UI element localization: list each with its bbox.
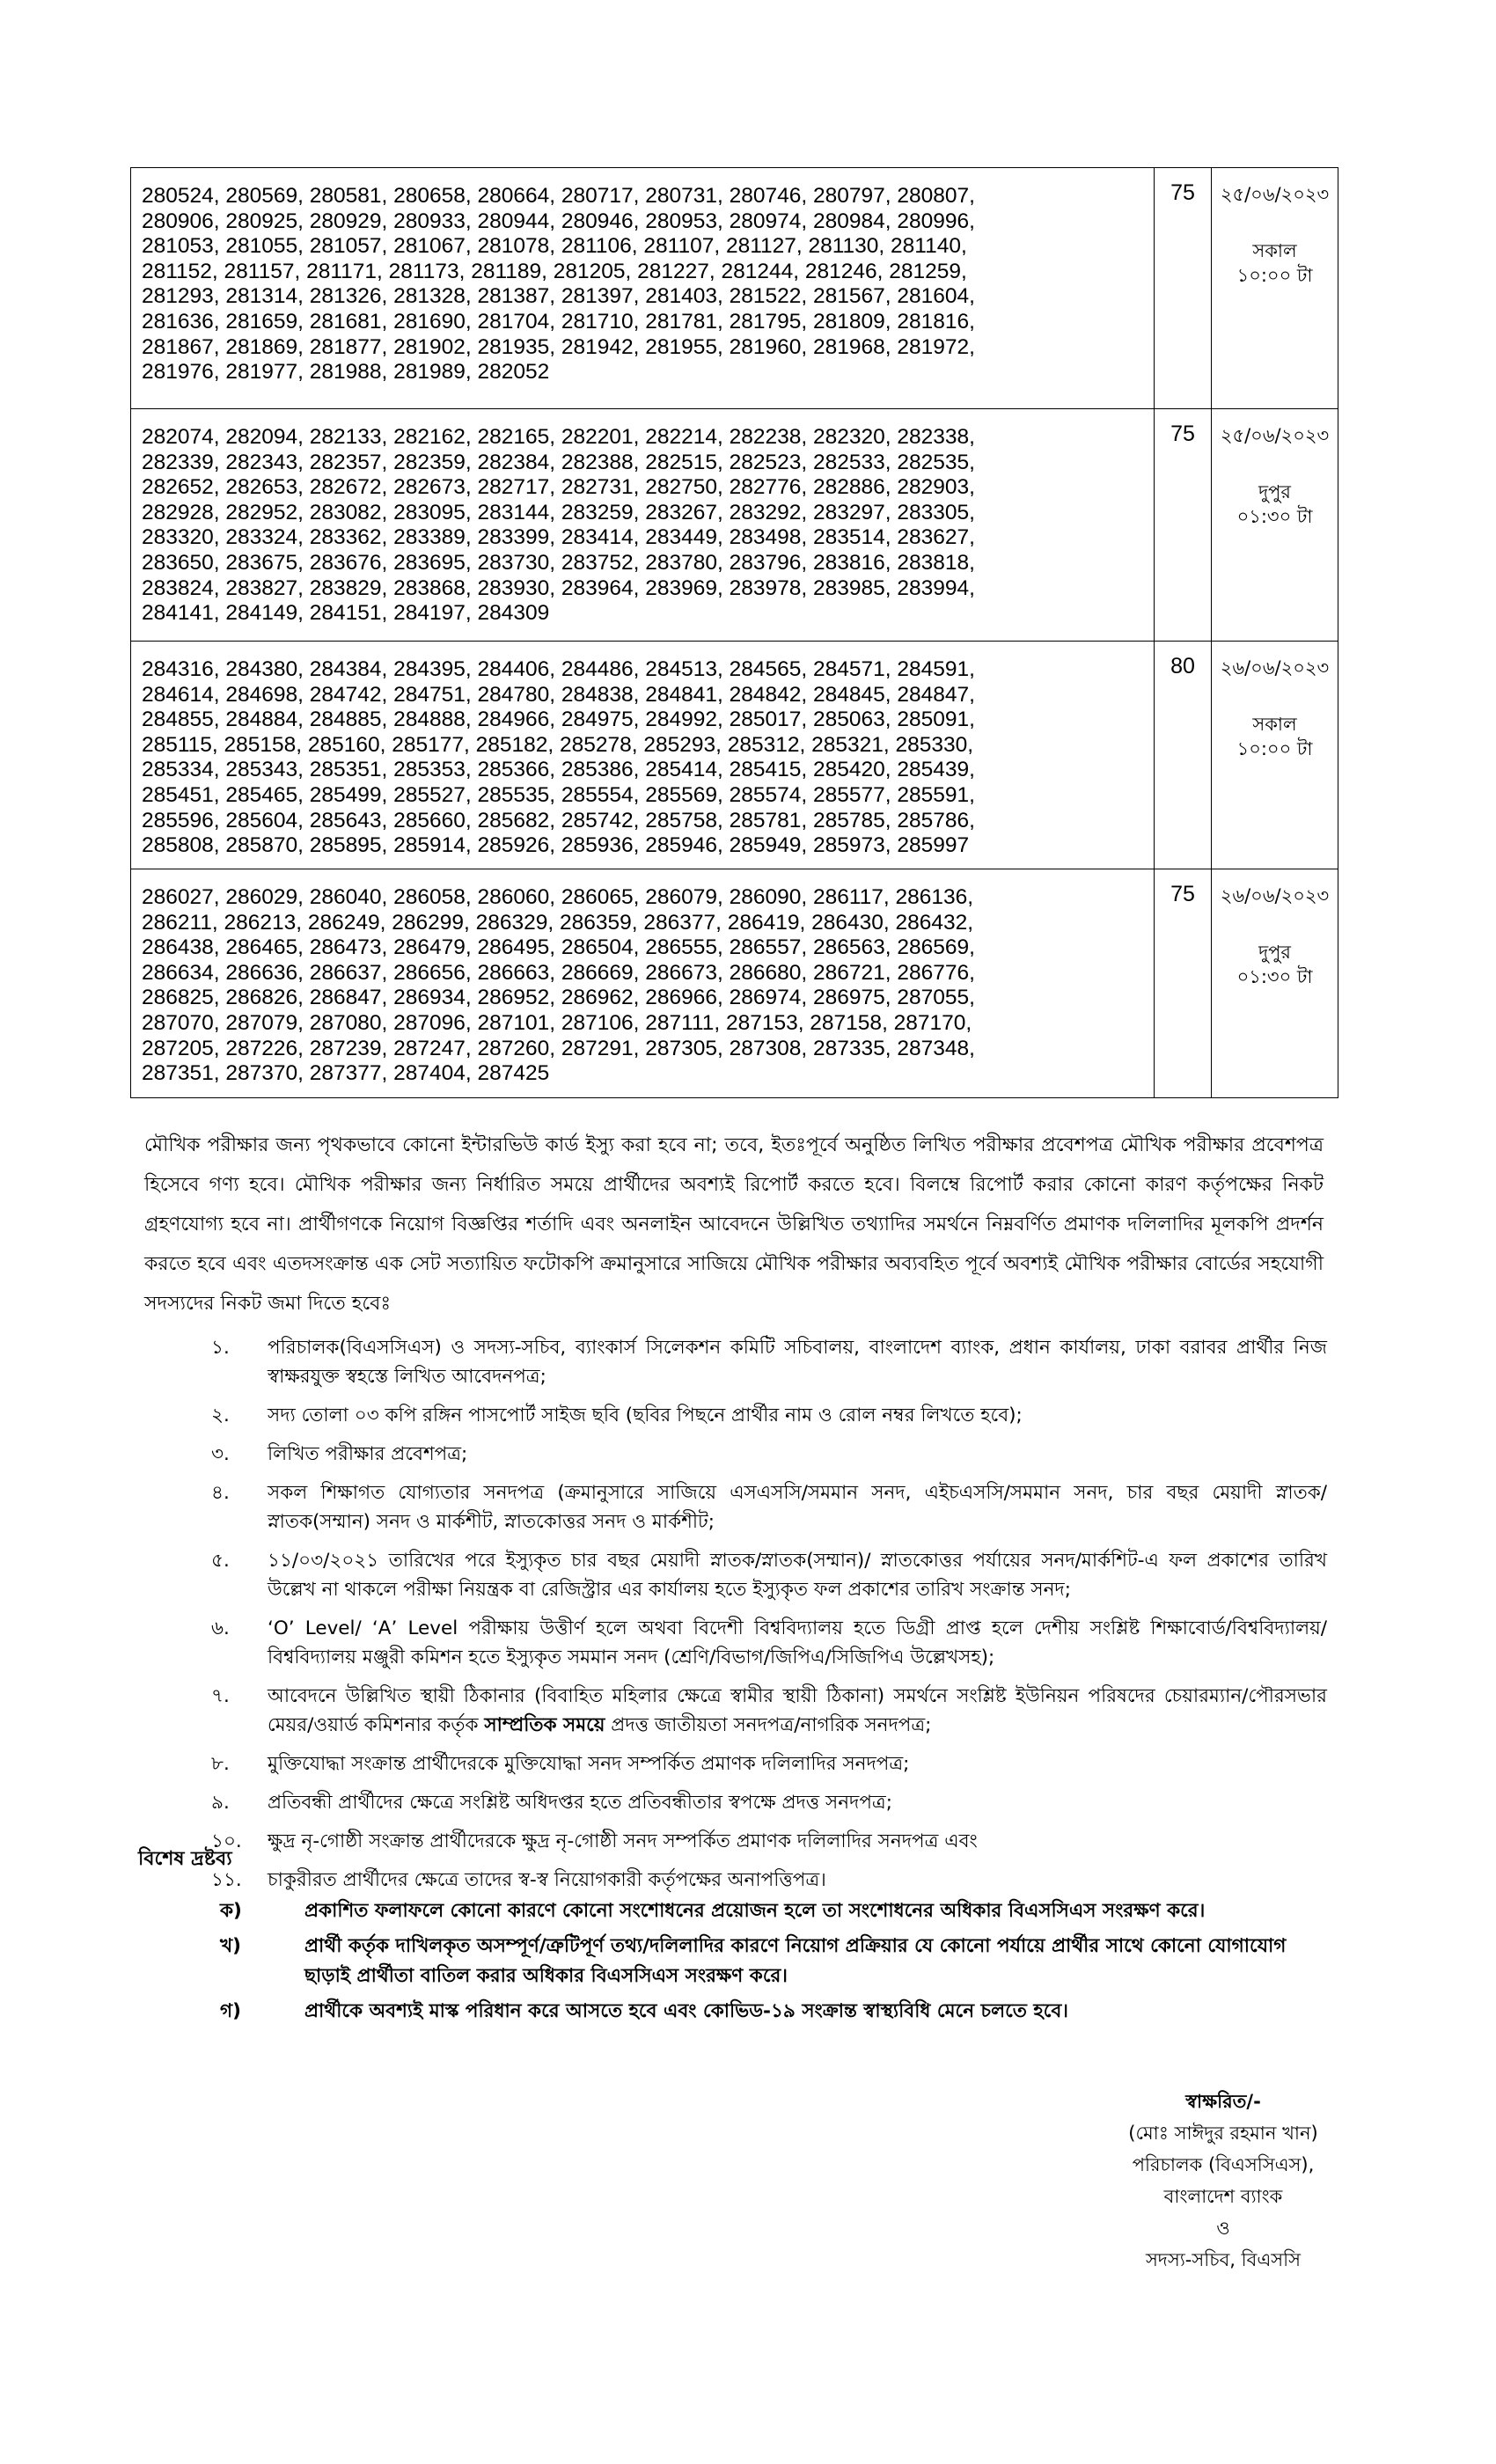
interview-date: ২৬/০৬/২০২৩ — [1220, 657, 1330, 678]
list-item — [211, 1827, 1327, 1856]
item-number: ৭. — [211, 1685, 230, 1707]
special-notes-heading: বিশেষ দ্রষ্টব্য — [138, 1848, 232, 1870]
interview-session: সকাল — [1252, 240, 1297, 261]
item-number: ১১. — [211, 1869, 242, 1891]
roll-line: 284614, 284698, 284742, 284751, 284780, 284838, 284841, 284842, 284845, 284847, — [142, 682, 975, 707]
list-item — [211, 1614, 1327, 1672]
date-time-cell — [1212, 168, 1338, 409]
list-item — [211, 1401, 1327, 1430]
list-item — [211, 1866, 1327, 1895]
roll-line: 286027, 286029, 286040, 286058, 286060, 286065, 286079, 286090, 286117, 286136, — [142, 885, 974, 909]
roll-line: 285115, 285158, 285160, 285177, 285182, 285278, 285293, 285312, 285321, 285330, — [142, 732, 974, 757]
interview-time: ১০:০০ টা — [1236, 265, 1313, 286]
roll-line: 284855, 284884, 284885, 284888, 284966, 284975, 284992, 285017, 285063, 285091, — [142, 708, 975, 732]
interview-time: ০১:৩০ টা — [1236, 506, 1313, 527]
schedule-row — [131, 168, 1338, 409]
roll-line: 287070, 287079, 287080, 287096, 287101, 287106, 287111, 287153, 287158, 287170, — [142, 1010, 972, 1035]
item-number: গ) — [220, 2000, 241, 2022]
roll-line: 286825, 286826, 286847, 286934, 286952, 286962, 286966, 286974, 286975, 287055, — [142, 986, 975, 1010]
interview-schedule-table — [130, 167, 1338, 1098]
item-number: ৬. — [211, 1617, 230, 1639]
item-text: চাকুরীরত প্রার্থীদের ক্ষেত্রে তাদের স্ব-স্ব নিয়োগকারী কর্তৃপক্ষের অনাপত্তিপত্র। — [268, 1869, 826, 1891]
item-text: পরিচালক(বিএসসিএস) ও সদস্য-সচিব, ব্যাংকার্স সিলেকশন কমিটি সচিবালয়, বাংলাদেশ ব্যাংক, প্রধান কার্যালয়, ঢাকা বরাবর প্রার্থীর নিজ স্বাক্ষরযুক্ত স্বহস্তে লিখিত আবেদনপত্র; — [268, 1337, 1327, 1388]
item-number: ১. — [211, 1337, 230, 1359]
interview-date: ২৬/০৬/২০২৩ — [1220, 885, 1330, 906]
roll-line: 284141, 284149, 284151, 284197, 284309 — [142, 601, 550, 626]
schedule-row — [131, 869, 1338, 1098]
item-number: ৩. — [211, 1443, 230, 1465]
item-text: লিখিত পরীক্ষার প্রবেশপত্র; — [268, 1443, 468, 1465]
roll-line: 286438, 286465, 286473, 286479, 286495, 286504, 286555, 286557, 286563, 286569, — [142, 935, 975, 960]
roll-line: 285596, 285604, 285643, 285660, 285682, 285742, 285758, 285781, 285785, 285786, — [142, 808, 975, 832]
date-time-cell — [1212, 642, 1338, 869]
interview-time: ০১:৩০ টা — [1236, 966, 1313, 987]
item-number: ক) — [220, 1900, 242, 1922]
roll-numbers-cell — [131, 168, 1155, 409]
interview-date: ২৫/০৬/২০২৩ — [1220, 425, 1330, 446]
list-item — [211, 1749, 1327, 1778]
roll-line: 286211, 286213, 286249, 286299, 286329, 286359, 286377, 286419, 286430, 286432, — [142, 910, 974, 935]
signatory-org: বাংলাদেশ ব্যাংক — [1163, 2186, 1283, 2207]
instructions-paragraph: মৌখিক পরীক্ষার জন্য পৃথকভাবে কোনো ইন্টারভিউ কার্ড ইস্যু করা হবে না; তবে, ইতঃপূর্বে অনুষ্ঠিত লিখিত পরীক্ষার প্রবেশপত্র মৌখিক পরীক্ষার প্রবেশপত্র হিসেবে গণ্য হবে। মৌখিক পরীক্ষার জন্য নির্ধারিত সময়ে প্রার্থীদের অবশ্যই রিপোর্ট করতে হবে। বিলম্বে রিপোর্ট করার কোনো কারণ কর্তৃপক্ষের নিকট গ্রহণযোগ্য হবে না। প্রার্থীগণকে নিয়োগ বিজ্ঞপ্তির শর্তাদি এবং অনলাইন আবেদনে উল্লিখিত তথ্যাদির সমর্থনে নিম্নবর্ণিত প্রমাণক দলিলাদির মূলকপি প্রদর্শন করতে হবে এবং এতদসংক্রান্ত এক সেট সত্যায়িত ফটোকপি ক্রমানুসারে সাজিয়ে মৌখিক পরীক্ষার অব্যবহিত পূর্বে অবশ্যই মৌখিক পরীক্ষার বোর্ডের সহযোগী সদস্যদের নিকট জমা দিতে হবেঃ — [144, 1134, 1324, 1315]
list-item — [211, 1546, 1327, 1604]
date-time-cell — [1212, 869, 1338, 1098]
item-number: ৮. — [211, 1753, 230, 1775]
roll-line: 282652, 282653, 282672, 282673, 282717, 282731, 282750, 282776, 282886, 282903, — [142, 475, 975, 500]
item-text: ক্ষুদ্র নৃ-গোষ্ঠী সংক্রান্ত প্রার্থীদেরকে ক্ষুদ্র নৃ-গোষ্ঠী সনদ সম্পর্কিত প্রমাণক দলিলাদির সনদপত্র এবং — [268, 1830, 978, 1852]
item-text: মুক্তিযোদ্ধা সংক্রান্ত প্রার্থীদেরকে মুক্তিযোদ্ধা সনদ সম্পর্কিত প্রমাণক দলিলাদির সনদপত্র; — [268, 1753, 910, 1775]
item-text-emphasis: সাম্প্রতিক সময়ে — [484, 1714, 605, 1736]
interview-session: দুপুর — [1258, 942, 1291, 963]
roll-line: 281293, 281314, 281326, 281328, 281387, 281397, 281403, 281522, 281567, 281604, — [142, 284, 975, 309]
list-item — [220, 1932, 1324, 1991]
candidate-count: 75 — [1155, 869, 1212, 1098]
roll-numbers-cell — [131, 642, 1155, 869]
item-text: সদ্য তোলা ০৩ কপি রঙ্গিন পাসপোর্ট সাইজ ছবি (ছবির পিছনে প্রার্থীর নাম ও রোল নম্বর লিখতে হবে); — [268, 1404, 1023, 1426]
list-item — [211, 1682, 1327, 1740]
item-number: ২. — [211, 1404, 230, 1426]
required-documents-list — [211, 1333, 1327, 1904]
roll-line: 282074, 282094, 282133, 282162, 282165, 282201, 282214, 282238, 282320, 282338, — [142, 425, 975, 449]
roll-line: 283320, 283324, 283362, 283389, 283399, 283414, 283449, 283498, 283514, 283627, — [142, 525, 975, 550]
roll-numbers-cell — [131, 869, 1155, 1098]
list-item — [211, 1478, 1327, 1536]
item-text: প্রার্থী কর্তৃক দাখিলকৃত অসম্পূর্ণ/ত্রুটিপূর্ণ তথ্য/দলিলাদির কারণে নিয়োগ প্রক্রিয়ার যে কোনো পর্যায়ে প্রার্থীর সাথে কোনো যোগাযোগ ছাড়াই প্রার্থীতা বাতিল করার অধিকার বিএসসিএস সংরক্ষণ করে। — [304, 1935, 1287, 1987]
item-text: ‘O’ Level/ ‘A’ Level পরীক্ষায় উত্তীর্ণ হলে অথবা বিদেশী বিশ্ববিদ্যালয় হতে ডিগ্রী প্রাপ্ত হলে দেশীয় সংশ্লিষ্ট শিক্ষাবোর্ড/বিশ্ববিদ্যালয়/বিশ্ববিদ্যালয় মঞ্জুরী কমিশন হতে ইস্যুকৃত সমমান সনদ (শ্রেণি/বিভাগ/জিপিএ/সিজিপিএ উল্লেখসহ); — [268, 1617, 1327, 1668]
item-number: ১০. — [211, 1830, 242, 1852]
roll-line: 281053, 281055, 281057, 281067, 281078, 281106, 281107, 281127, 281130, 281140, — [142, 234, 967, 259]
candidate-count: 75 — [1155, 409, 1212, 642]
item-number: ৫. — [211, 1550, 230, 1572]
roll-line: 283650, 283675, 283676, 283695, 283730, 283752, 283780, 283796, 283816, 283818, — [142, 550, 975, 575]
item-text: প্রকাশিত ফলাফলে কোনো কারণে কোনো সংশোধনের প্রয়োজন হলে তা সংশোধনের অধিকার বিএসসিএস সংরক্ষণ করে। — [304, 1900, 1206, 1922]
schedule-row — [131, 409, 1338, 642]
roll-line: 285451, 285465, 285499, 285527, 285535, 285554, 285569, 285574, 285577, 285591, — [142, 782, 975, 807]
roll-line: 285334, 285343, 285351, 285353, 285366, 285386, 285414, 285415, 285420, 285439, — [142, 758, 975, 782]
item-text: ১১/০৩/২০২১ তারিখের পরে ইস্যুকৃত চার বছর মেয়াদী স্নাতক/স্নাতক(সম্মান)/ স্নাতকোত্তর পর্যায়ের সনদ/মার্কশিট-এ ফল প্রকাশের তারিখ উল্লেখ না থাকলে পরীক্ষা নিয়ন্ত্রক বা রেজিস্ট্রার এর কার্যালয় হতে ইস্যুকৃত ফল প্রকাশের তারিখ সংক্রান্ত সনদ; — [268, 1550, 1327, 1601]
roll-line: 287351, 287370, 287377, 287404, 287425 — [142, 1061, 550, 1086]
item-text: সকল শিক্ষাগত যোগ্যতার সনদপত্র (ক্রমানুসারে সাজিয়ে এসএসসি/সমমান সনদ, এইচএসসি/সমমান সনদ, চার বছর মেয়াদী স্নাতক/স্নাতক(সম্মান) সনদ ও মার্কশীট, স্নাতকোত্তর সনদ ও মার্কশীট; — [268, 1482, 1327, 1533]
roll-line: 284316, 284380, 284384, 284395, 284406, 284486, 284513, 284565, 284571, 284591, — [142, 657, 975, 681]
roll-line: 282928, 282952, 283082, 283095, 283144, 283259, 283267, 283292, 283297, 283305, — [142, 500, 975, 524]
roll-line: 281867, 281869, 281877, 281902, 281935, 281942, 281955, 281960, 281968, 281972, — [142, 334, 975, 359]
interview-session: দুপুর — [1258, 481, 1291, 502]
roll-line: 287205, 287226, 287239, 287247, 287260, 287291, 287305, 287308, 287335, 287348, — [142, 1036, 975, 1060]
list-item — [220, 1997, 1324, 2027]
item-number: খ) — [220, 1935, 241, 1957]
roll-line: 281976, 281977, 281988, 281989, 282052 — [142, 360, 550, 385]
interview-date: ২৫/০৬/২০২৩ — [1220, 184, 1330, 205]
item-text: প্রতিবন্ধী প্রার্থীদের ক্ষেত্রে সংশ্লিষ্ট অধিদপ্তর হতে প্রতিবন্ধীতার স্বপক্ষে প্রদত্ত সনদপত্র; — [268, 1792, 892, 1814]
list-item — [220, 1896, 1324, 1926]
roll-line: 283824, 283827, 283829, 283868, 283930, 283964, 283969, 283978, 283985, 283994, — [142, 576, 975, 600]
roll-line: 281152, 281157, 281171, 281173, 281189, 281205, 281227, 281244, 281246, 281259, — [142, 259, 967, 283]
candidate-count: 75 — [1155, 168, 1212, 409]
interview-session: সকাল — [1252, 714, 1297, 735]
special-notes-list — [220, 1896, 1324, 2032]
list-item — [211, 1788, 1327, 1817]
item-number: ৯. — [211, 1792, 230, 1814]
candidate-count: 80 — [1155, 642, 1212, 869]
item-text: প্রদত্ত জাতীয়তা সনদপত্র/নাগরিক সনদপত্র; — [605, 1714, 932, 1736]
item-text: প্রার্থীকে অবশ্যই মাস্ক পরিধান করে আসতে হবে এবং কোভিড-১৯ সংক্রান্ত স্বাস্থ্যবিধি মেনে চলতে হবে। — [304, 2000, 1068, 2022]
roll-line: 280524, 280569, 280581, 280658, 280664, 280717, 280731, 280746, 280797, 280807, — [142, 184, 975, 208]
schedule-row — [131, 642, 1338, 869]
roll-line: 281636, 281659, 281681, 281690, 281704, 281710, 281781, 281795, 281809, 281816, — [142, 309, 975, 334]
roll-numbers-cell — [131, 409, 1155, 642]
roll-line: 280906, 280925, 280929, 280933, 280944, 280946, 280953, 280974, 280984, 280996, — [142, 209, 975, 233]
date-time-cell — [1212, 409, 1338, 642]
interview-time: ১০:০০ টা — [1236, 738, 1313, 759]
signature-block — [1038, 2086, 1408, 2276]
list-item — [211, 1440, 1327, 1469]
signed-label: স্বাক্ষরিত/- — [1185, 2091, 1261, 2112]
item-number: ৪. — [211, 1482, 230, 1504]
roll-line: 286634, 286636, 286637, 286656, 286663, 286669, 286673, 286680, 286721, 286776, — [142, 960, 975, 985]
signatory-title: পরিচালক (বিএসসিএস), — [1132, 2154, 1315, 2175]
list-item — [211, 1333, 1327, 1391]
item-text: আবেদনে উল্লিখিত স্থায়ী ঠিকানার (বিবাহিত মহিলার ক্ষেত্রে স্বামীর স্থায়ী ঠিকানা) সমর্থনে সংশ্লিষ্ট ইউনিয়ন পরিষদের চেয়ারম্যান/পৌরসভার মেয়র/ওয়ার্ড কমিশনার কর্তৃক — [268, 1685, 1327, 1736]
signatory-name: (মোঃ সাঈদুর রহমান খান) — [1128, 2123, 1318, 2144]
roll-line: 282339, 282343, 282357, 282359, 282384, 282388, 282515, 282523, 282533, 282535, — [142, 450, 975, 474]
signatory-role: সদস্য-সচিব, বিএসসি — [1145, 2249, 1302, 2270]
signatory-conjunction: ও — [1216, 2218, 1230, 2239]
roll-line: 285808, 285870, 285895, 285914, 285926, 285936, 285946, 285949, 285973, 285997 — [142, 833, 970, 858]
